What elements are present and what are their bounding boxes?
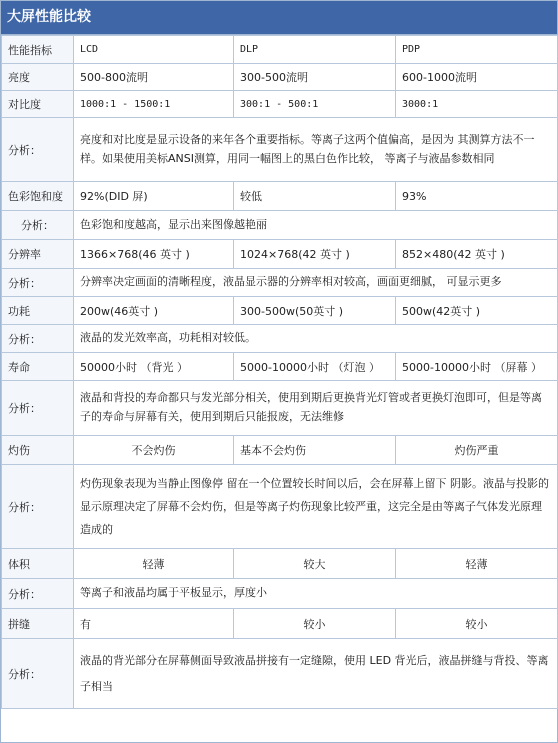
- cell: 轻薄: [74, 549, 234, 579]
- cell: 分析：: [2, 465, 74, 549]
- cell: 体积: [2, 549, 74, 579]
- analysis-text: 亮度和对比度是显示设备的来年各个重要指标。等离子这两个值偏高，是因为 其测算方法不一样。如果使用美标ANSI测算，用同一幅图上的黑白色作比较， 等离子与液晶参数相同: [74, 118, 558, 182]
- analysis-text: 色彩饱和度越高，显示出来图像越艳丽: [74, 211, 558, 240]
- cell: 轻薄: [396, 549, 558, 579]
- analysis-text: 等离子和液晶均属于平板显示，厚度小: [74, 579, 558, 609]
- table-row: [2, 353, 558, 381]
- comparison-table: [1, 35, 558, 709]
- cell: PDP: [396, 36, 558, 64]
- analysis-text: 分辨率决定画面的清晰程度，液晶显示器的分辨率相对较高，画面更细腻， 可显示更多: [74, 269, 558, 297]
- cell: 1366×768(46 英寸 ): [74, 240, 234, 269]
- cell: 5000-10000小时 （灯泡 ）: [234, 353, 396, 381]
- analysis-text: 液晶的背光部分在屏幕侧面导致液晶拼接有一定缝隙，使用 LED 背光后，液晶拼缝与背投、等离子相当: [74, 639, 558, 709]
- cell: 性能指标: [2, 36, 74, 64]
- cell: 较小: [396, 609, 558, 639]
- cell: 分析：: [2, 325, 74, 353]
- cell: 分析：: [2, 381, 74, 436]
- cell: 拼缝: [2, 609, 74, 639]
- cell: 较小: [234, 609, 396, 639]
- cell: 500w(42英寸 ): [396, 297, 558, 325]
- cell: 5000-10000小时 （屏幕 ）: [396, 353, 558, 381]
- table-row: [2, 465, 558, 549]
- table-row: [2, 118, 558, 182]
- cell: 92%(DID 屏): [74, 182, 234, 211]
- cell: 852×480(42 英寸 ): [396, 240, 558, 269]
- table-row: [2, 639, 558, 709]
- cell: 分析：: [2, 211, 74, 240]
- cell: 分析：: [2, 118, 74, 182]
- cell: 不会灼伤: [74, 436, 234, 465]
- table-row: [2, 182, 558, 211]
- table-row: [2, 549, 558, 579]
- cell: 300-500流明: [234, 64, 396, 91]
- cell: 200w(46英寸 ): [74, 297, 234, 325]
- table-row: [2, 240, 558, 269]
- cell: 较低: [234, 182, 396, 211]
- panel-title: 大屏性能比较: [1, 1, 557, 35]
- cell: 分辨率: [2, 240, 74, 269]
- table-row: [2, 579, 558, 609]
- cell: 300-500w(50英寸 ): [234, 297, 396, 325]
- table-row: [2, 211, 558, 240]
- analysis-text: 液晶的发光效率高，功耗相对较低。: [74, 325, 558, 353]
- cell: 较大: [234, 549, 396, 579]
- cell: 寿命: [2, 353, 74, 381]
- cell: 对比度: [2, 91, 74, 118]
- cell: 93%: [396, 182, 558, 211]
- table-row: [2, 381, 558, 436]
- cell: 500-800流明: [74, 64, 234, 91]
- cell: 基本不会灼伤: [234, 436, 396, 465]
- cell: 灼伤严重: [396, 436, 558, 465]
- cell: 1000:1 - 1500:1: [74, 91, 234, 118]
- table-row: [2, 325, 558, 353]
- table-row: [2, 609, 558, 639]
- table-row: [2, 436, 558, 465]
- table-row: [2, 297, 558, 325]
- cell: 功耗: [2, 297, 74, 325]
- cell: DLP: [234, 36, 396, 64]
- cell: 300:1 - 500:1: [234, 91, 396, 118]
- cell: 600-1000流明: [396, 64, 558, 91]
- cell: 亮度: [2, 64, 74, 91]
- cell: 灼伤: [2, 436, 74, 465]
- table-row: [2, 36, 558, 64]
- cell: 3000:1: [396, 91, 558, 118]
- analysis-text: 灼伤现象表现为当静止图像停 留在一个位置较长时间以后，会在屏幕上留下 阴影。液晶与投影的显示原理决定了屏幕不会灼伤，但是等离子灼伤现象比较严重，这完全是由等离子气体发光原理造成的: [74, 465, 558, 549]
- analysis-text: 液晶和背投的寿命都只与发光部分相关，使用到期后更换背光灯管或者更换灯泡即可，但是等离子的寿命与屏幕有关，使用到期后只能报废，无法维修: [74, 381, 558, 436]
- cell: LCD: [74, 36, 234, 64]
- cell: 分析：: [2, 639, 74, 709]
- cell: 有: [74, 609, 234, 639]
- table-row: [2, 64, 558, 91]
- cell: 分析：: [2, 269, 74, 297]
- cell: 50000小时 （背光 ）: [74, 353, 234, 381]
- cell: 分析：: [2, 579, 74, 609]
- table-row: [2, 269, 558, 297]
- cell: 1024×768(42 英寸 ): [234, 240, 396, 269]
- cell: 色彩饱和度: [2, 182, 74, 211]
- table-row: [2, 91, 558, 118]
